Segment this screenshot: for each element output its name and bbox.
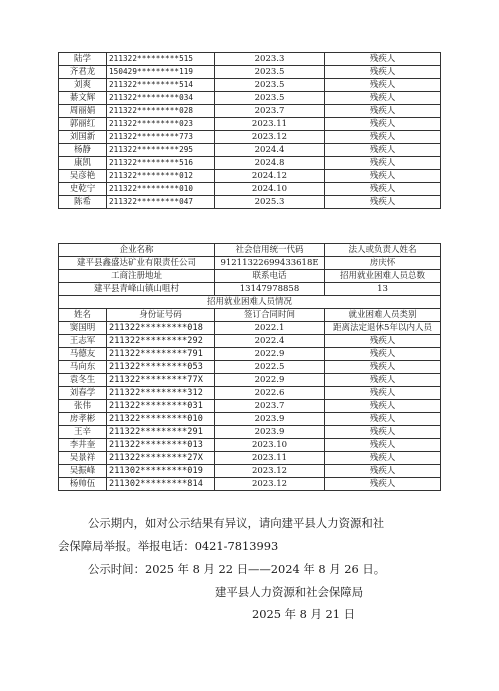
col-date-header: 签订合同时间: [215, 309, 325, 322]
id-number: 211322*********27X: [107, 452, 215, 465]
section-title-row: [59, 296, 441, 309]
contract-date: 2024.8: [215, 157, 325, 170]
person-name: 刘爽: [59, 79, 107, 92]
id-number: 211322*********291: [107, 426, 215, 439]
difficulty-category: 残疾人: [325, 361, 441, 374]
id-number: 211322*********312: [107, 387, 215, 400]
id-number: 211322*********018: [107, 322, 215, 335]
table-row: [59, 478, 441, 491]
person-name: 杨帅伍: [59, 478, 107, 491]
table-row: [59, 144, 441, 157]
credit-code: 91211322699433618E: [215, 257, 325, 270]
table-row: [59, 131, 441, 144]
employee-table-1: [58, 52, 441, 209]
company-header-row: [59, 244, 441, 257]
difficulty-category: 残疾人: [325, 53, 441, 66]
difficulty-category: 距离法定退休5年以内人员: [325, 322, 441, 335]
id-number: 211322*********047: [107, 196, 215, 209]
difficulty-category: 残疾人: [325, 413, 441, 426]
table-row: [59, 465, 441, 478]
section-title: 招用就业困难人员情况: [59, 296, 441, 309]
id-number: 211322*********012: [107, 170, 215, 183]
contract-date: 2023.3: [215, 53, 325, 66]
difficulty-category: 残疾人: [325, 79, 441, 92]
difficulty-category: 残疾人: [325, 387, 441, 400]
difficulty-category: 残疾人: [325, 92, 441, 105]
contract-date: 2023.7: [215, 400, 325, 413]
id-number: 211322*********010: [107, 413, 215, 426]
difficulty-category: 残疾人: [325, 144, 441, 157]
person-name: 周丽娟: [59, 105, 107, 118]
difficulty-category: 残疾人: [325, 426, 441, 439]
issuer: 建平县人力资源和社会保障局: [215, 585, 364, 599]
table-row: [59, 79, 441, 92]
notice-period: 公示时间：2025 年 8 月 22 日——2024 年 8 月 26 日。: [88, 562, 386, 576]
id-number: 211322*********515: [107, 53, 215, 66]
person-name: 李井奎: [59, 439, 107, 452]
col-category-header: 就业困难人员类别: [325, 309, 441, 322]
contract-date: 2023.10: [215, 439, 325, 452]
difficulty-category: 残疾人: [325, 335, 441, 348]
contract-date: 2023.5: [215, 66, 325, 79]
contract-date: 2023.7: [215, 105, 325, 118]
legal-rep: 房庆怀: [325, 257, 441, 270]
difficulty-category: 残疾人: [325, 348, 441, 361]
person-name: 窦国明: [59, 322, 107, 335]
col-name-header: 姓名: [59, 309, 107, 322]
contract-date: 2022.9: [215, 374, 325, 387]
company-value-row: [59, 257, 441, 270]
person-name: 康凯: [59, 157, 107, 170]
table-row: [59, 66, 441, 79]
person-name: 陆学: [59, 53, 107, 66]
table-row: [59, 92, 441, 105]
contact-phone: 13147978858: [215, 283, 325, 296]
difficulty-category: 残疾人: [325, 157, 441, 170]
id-number: 211322*********023: [107, 118, 215, 131]
contract-date: 2023.5: [215, 79, 325, 92]
table-row: [59, 400, 441, 413]
person-name: 刘国新: [59, 131, 107, 144]
employee-total: 13: [325, 283, 441, 296]
difficulty-category: 残疾人: [325, 196, 441, 209]
company-table: [58, 243, 441, 491]
contract-date: 2025.3: [215, 196, 325, 209]
id-number: 211322*********292: [107, 335, 215, 348]
difficulty-category: 残疾人: [325, 400, 441, 413]
person-name: 袁冬生: [59, 374, 107, 387]
person-name: 马向东: [59, 361, 107, 374]
contract-date: 2024.4: [215, 144, 325, 157]
id-number: 211322*********295: [107, 144, 215, 157]
person-name: 陈希: [59, 196, 107, 209]
id-number: 211322*********031: [107, 400, 215, 413]
contract-date: 2023.12: [215, 131, 325, 144]
person-name: 齐君龙: [59, 66, 107, 79]
contract-date: 2022.4: [215, 335, 325, 348]
id-number: 211322*********77X: [107, 374, 215, 387]
id-number: 211322*********034: [107, 92, 215, 105]
difficulty-category: 残疾人: [325, 131, 441, 144]
table-row: [59, 426, 441, 439]
col-id-header: 身份证号码: [107, 309, 215, 322]
difficulty-category: 残疾人: [325, 452, 441, 465]
address-header-row: [59, 270, 441, 283]
table-row: [59, 335, 441, 348]
contract-date: 2022.5: [215, 361, 325, 374]
total-header: 招用就业困难人员总数: [325, 270, 441, 283]
id-number: 211322*********010: [107, 183, 215, 196]
person-name: 吴景祥: [59, 452, 107, 465]
table-row: [59, 183, 441, 196]
person-name: 房孝彬: [59, 413, 107, 426]
person-name: 杨静: [59, 144, 107, 157]
registered-address: 建平县青峰山镇山咀村: [59, 283, 215, 296]
id-number: 211322*********773: [107, 131, 215, 144]
id-number: 211302*********019: [107, 465, 215, 478]
person-name: 吴振峰: [59, 465, 107, 478]
employee-table-2-body: [59, 322, 441, 491]
table-row: [59, 322, 441, 335]
employee-table-1-body: [59, 53, 441, 209]
company-name-header: 企业名称: [59, 244, 215, 257]
id-number: 211302*********814: [107, 478, 215, 491]
id-number: 211322*********791: [107, 348, 215, 361]
person-name: 史乾宁: [59, 183, 107, 196]
contract-date: 2023.5: [215, 92, 325, 105]
difficulty-category: 残疾人: [325, 439, 441, 452]
difficulty-category: 残疾人: [325, 105, 441, 118]
person-name: 刘春学: [59, 387, 107, 400]
contract-date: 2023.11: [215, 452, 325, 465]
contract-date: 2023.11: [215, 118, 325, 131]
person-name: 王辛: [59, 426, 107, 439]
id-number: 211322*********516: [107, 157, 215, 170]
table-row: [59, 387, 441, 400]
company-name: 建平县鑫盛达矿业有限责任公司: [59, 257, 215, 270]
id-number: 211322*********514: [107, 79, 215, 92]
person-name: 郭丽红: [59, 118, 107, 131]
column-header-row: [59, 309, 441, 322]
table-row: [59, 196, 441, 209]
table-row: [59, 157, 441, 170]
id-number: 150429*********119: [107, 66, 215, 79]
difficulty-category: 残疾人: [325, 465, 441, 478]
table-row: [59, 413, 441, 426]
id-number: 211322*********028: [107, 105, 215, 118]
credit-code-header: 社会信用统一代码: [215, 244, 325, 257]
contract-date: 2024.10: [215, 183, 325, 196]
legal-rep-header: 法人或负责人姓名: [325, 244, 441, 257]
table-row: [59, 118, 441, 131]
difficulty-category: 残疾人: [325, 66, 441, 79]
contract-date: 2023.9: [215, 413, 325, 426]
table-row: [59, 439, 441, 452]
contract-date: 2023.9: [215, 426, 325, 439]
issue-date: 2025 年 8 月 21 日: [252, 607, 356, 621]
contract-date: 2024.12: [215, 170, 325, 183]
phone-header: 联系电话: [215, 270, 325, 283]
address-header: 工商注册地址: [59, 270, 215, 283]
difficulty-category: 残疾人: [325, 170, 441, 183]
contract-date: 2022.9: [215, 348, 325, 361]
person-name: 吴彦艳: [59, 170, 107, 183]
id-number: 211322*********053: [107, 361, 215, 374]
notice-line-1: 公示期内，如对公示结果有异议，请向建平县人力资源和社: [88, 516, 385, 530]
table-row: [59, 53, 441, 66]
id-number: 211322*********013: [107, 439, 215, 452]
contract-date: 2023.12: [215, 478, 325, 491]
difficulty-category: 残疾人: [325, 478, 441, 491]
person-name: 綦文辉: [59, 92, 107, 105]
person-name: 张伟: [59, 400, 107, 413]
difficulty-category: 残疾人: [325, 374, 441, 387]
table-row: [59, 170, 441, 183]
difficulty-category: 残疾人: [325, 183, 441, 196]
address-value-row: [59, 283, 441, 296]
contract-date: 2022.6: [215, 387, 325, 400]
person-name: 马德友: [59, 348, 107, 361]
table-row: [59, 452, 441, 465]
contract-date: 2022.1: [215, 322, 325, 335]
contract-date: 2023.12: [215, 465, 325, 478]
table-row: [59, 374, 441, 387]
table-row: [59, 105, 441, 118]
difficulty-category: 残疾人: [325, 118, 441, 131]
person-name: 王志军: [59, 335, 107, 348]
table-row: [59, 361, 441, 374]
notice-line-2: 会保障局举报。举报电话：0421-7813993: [58, 539, 279, 553]
table-row: [59, 348, 441, 361]
